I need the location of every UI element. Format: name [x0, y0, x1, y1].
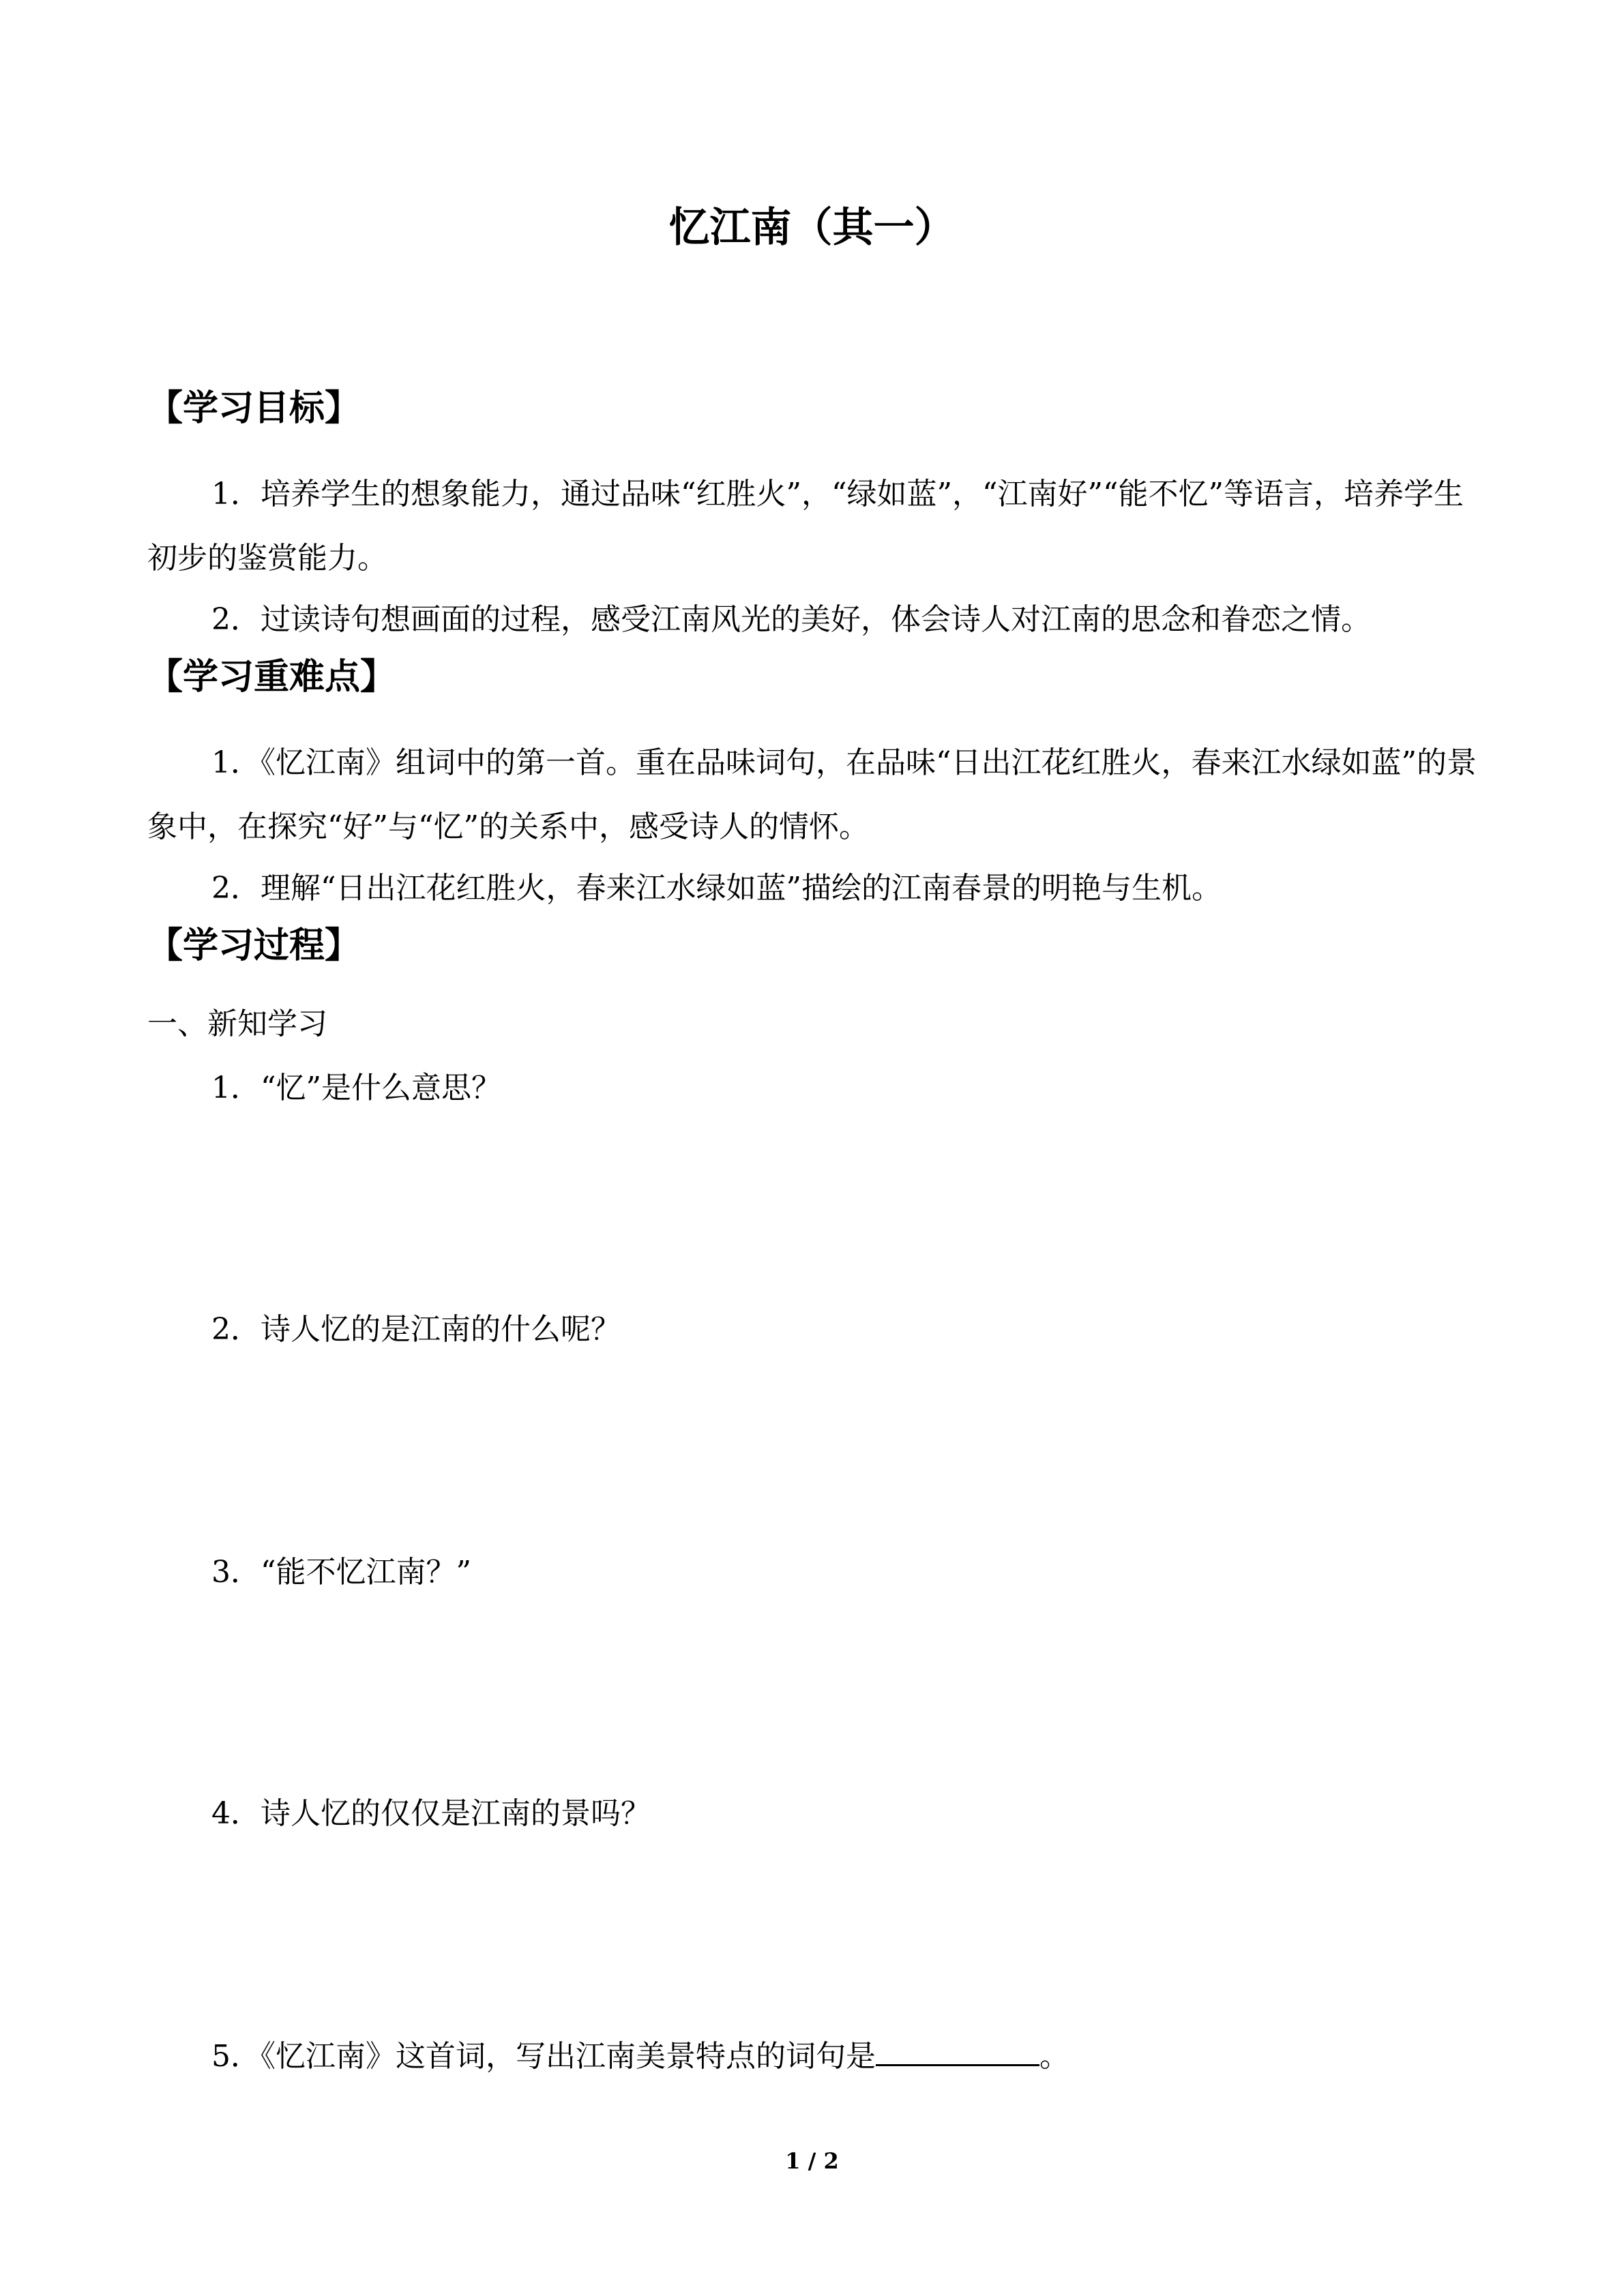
question-3: 3．“能不忆江南？”	[211, 1555, 471, 1590]
answer-blank[interactable]	[876, 2040, 1039, 2066]
key-point-item-1: 1．《忆江南》组词中的第一首。重在品味词句，在品味“日出江花红胜火，春来江水绿如蓝”的景象中，在探究“好”与“忆”的关系中，感受诗人的情怀。	[147, 745, 1477, 844]
question-1: 1．“忆”是什么意思？	[211, 1071, 501, 1105]
objective-item-2: 2．过读诗句想画面的过程，感受江南风光的美好，体会诗人对江南的思念和眷恋之情。	[211, 602, 1371, 637]
process-subheading: 一、新知学习	[147, 1007, 327, 1041]
question-5	[211, 2039, 1069, 2075]
document-title: 忆江南（其一）	[668, 204, 956, 252]
key-points-heading: 【学习重难点】	[147, 657, 396, 698]
objective-item-1: 1．培养学生的想象能力，通过品味“红胜火”，“绿如蓝”，“江南好”“能不忆”等语言，培养学生初步的鉴赏能力。	[147, 477, 1464, 576]
question-2: 2．诗人忆的是江南的什么呢？	[211, 1312, 621, 1347]
key-point-item-2: 2．理解“日出江花红胜火，春来江水绿如蓝”描绘的江南春景的明艳与生机。	[211, 871, 1222, 906]
process-heading: 【学习过程】	[147, 925, 361, 966]
question-5-text: 5．《忆江南》这首词，写出江南美景特点的词句是	[211, 2039, 876, 2074]
question-5-end: 。	[1039, 2039, 1069, 2074]
page-number: 1 / 2	[785, 2148, 839, 2174]
objectives-heading: 【学习目标】	[147, 388, 361, 429]
question-4: 4．诗人忆的仅仅是江南的景吗？	[211, 1796, 651, 1831]
